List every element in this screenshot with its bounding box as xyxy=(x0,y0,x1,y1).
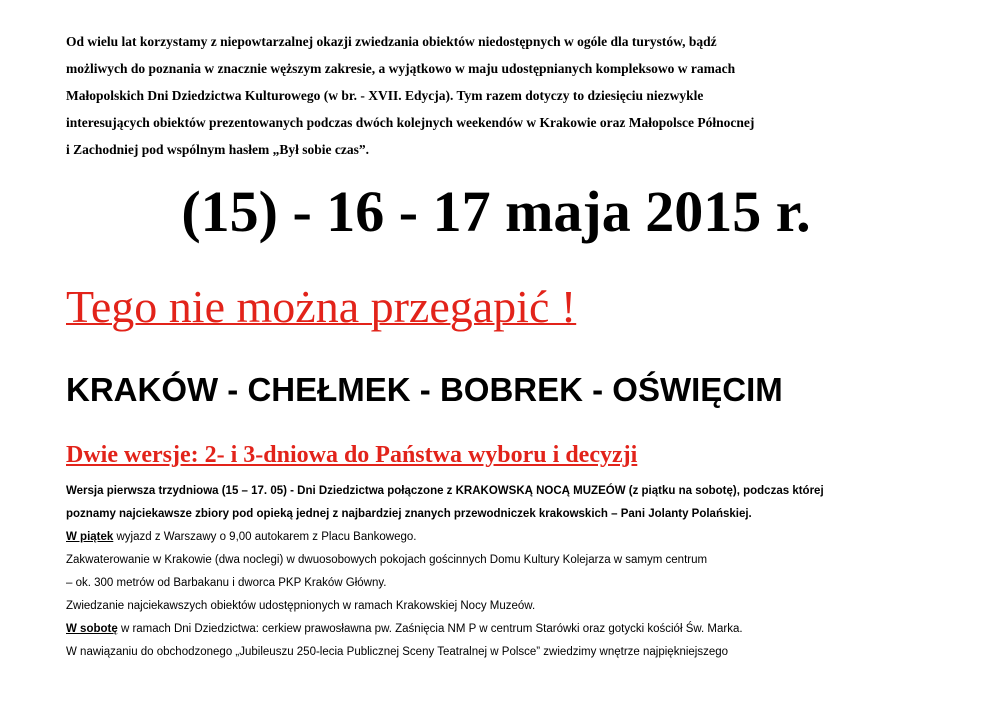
intro-line: możliwych do poznania w znacznie węższym zakresie, a wyjątkowo w maju udostępnianych kompleksowo w ramach xyxy=(66,61,736,76)
detail-text: wyjazd z Warszawy o 9,00 autokarem z Placu Bankowego. xyxy=(113,531,417,543)
detail-text: w ramach Dni Dziedzictwa: cerkiew prawosławna pw. Zaśnięcia NM P w centrum Starówki oraz gotycki kościół Św. Marka. xyxy=(117,623,743,635)
intro-line: i Zachodniej pod wspólnym hasłem „Był sobie czas”. xyxy=(66,142,370,157)
detail-line: poznamy najciekawsze zbiory pod opieką jednej z najbardziej znanych przewodniczek krakowskich – Pani Jolanty Polańskiej. xyxy=(66,508,752,520)
intro-line: Małopolskich Dni Dziedzictwa Kulturowego (w br. - XVII. Edycja). Tym razem dotyczy to dziesięciu niezwykle xyxy=(66,88,704,103)
versions-heading: Dwie wersje: 2- i 3-dniowa do Państwa wyboru i decyzji xyxy=(66,442,638,468)
detail-line xyxy=(66,531,416,543)
detail-line: W nawiązaniu do obchodzonego „Jubileuszu 250-lecia Publicznej Sceny Teatralnej w Polsce” zwiedzimy wnętrze najpiękniejszego xyxy=(66,646,729,658)
slogan-heading: Tego nie można przegapić ! xyxy=(66,281,577,332)
day-label-saturday: W sobotę xyxy=(66,623,118,635)
intro-line: Od wielu lat korzystamy z niepowtarzalnej okazji zwiedzania obiektów niedostępnych w ogóle dla turystów, bądź xyxy=(66,34,717,49)
intro-line: interesujących obiektów prezentowanych podczas dwóch kolejnych weekendów w Krakowie oraz Małopolsce Północnej xyxy=(66,115,755,130)
detail-line: Zwiedzanie najciekawszych obiektów udostępnionych w ramach Krakowskiej Nocy Muzeów. xyxy=(66,600,536,612)
day-label-friday: W piątek xyxy=(66,531,114,543)
detail-line: Zakwaterowanie w Krakowie (dwa noclegi) w dwuosobowych pokojach gościnnych Domu Kultury Kolejarza w samym centrum xyxy=(66,554,708,566)
event-dates-heading: (15) - 16 - 17 maja 2015 r. xyxy=(181,179,811,244)
detail-line xyxy=(66,623,743,635)
detail-line: – ok. 300 metrów od Barbakanu i dworca PKP Kraków Główny. xyxy=(66,577,387,589)
route-heading: KRAKÓW - CHEŁMEK - BOBREK - OŚWIĘCIM xyxy=(66,371,783,408)
detail-line: Wersja pierwsza trzydniowa (15 – 17. 05) - Dni Dziedzictwa połączone z KRAKOWSKĄ NOCĄ MUZEÓW (z piątku na sobotę), podczas której xyxy=(66,485,824,497)
